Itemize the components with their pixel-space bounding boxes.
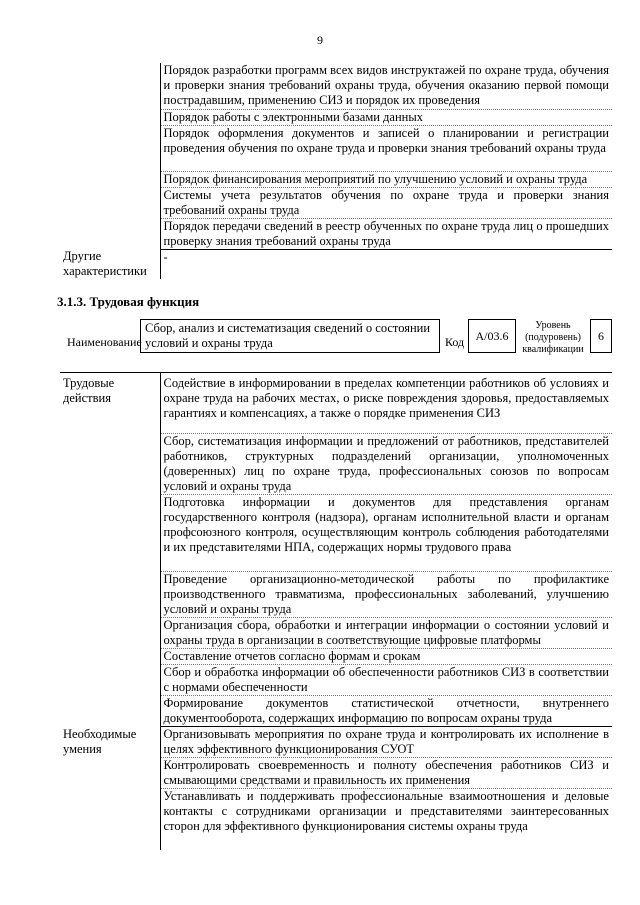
skill-row: Организовывать мероприятия по охране труда и контролировать их исполнение в целях эффективного функционирования СУОТ (160, 727, 612, 758)
page-number: 9 (317, 33, 323, 47)
labor-action-row: Организация сбора, обработки и интеграции информации о состоянии условий и охраны труда в организации в соответствующие цифровые платформы (160, 618, 612, 649)
name-label: Наименование (67, 335, 142, 349)
skill-row: Устанавливать и поддерживать профессиональные взаимоотношения и деловые контакты с сотрудниками организации и представителями заинтересованных сторон для эффективного функционирования системы охраны труда (163, 789, 609, 833)
labor-action-row: Составление отчетов согласно формам и срокам (160, 649, 612, 665)
knowledge-row: Порядок передачи сведений в реестр обученных по охране труда лиц о прошедших проверку знания требований охраны труда (160, 218, 612, 249)
section-heading: 3.1.3. Трудовая функция (57, 294, 200, 309)
labor-actions-label: Трудовые действия (60, 373, 160, 727)
knowledge-row: Системы учета результатов обучения по охране труда и проверки знания требований охраны труда (160, 187, 612, 218)
requirements-table-main (60, 372, 612, 850)
other-characteristics-value: - (163, 249, 168, 264)
label-cell-empty (60, 63, 160, 249)
labor-action-row: Подготовка информации и документов для представления органам государственного контроля (надзора), органам исполнительной власти и органам профсоюзного контроля, осуществляющим контроль соблюдения работодателями и их представителями НПА, содержащих нормы трудового права (160, 495, 612, 572)
code-label: Код (445, 335, 465, 349)
name-value: Сбор, анализ и систематизация сведений о состоянии условий и охраны труда (140, 319, 440, 353)
function-header (0, 319, 640, 369)
knowledge-row: Порядок оформления документов и записей о планировании и регистрации проведения обучения по охране труда и проверки знания требований охраны труда (160, 125, 612, 171)
labor-action-row: Содействие в информировании в пределах компетенции работников об условиях и охране труда на рабочих местах, о риске повреждения здоровья, предоставляемых гарантиях и компенсациях, а также о порядке применения СИЗ (160, 373, 612, 434)
requirements-table-top (60, 63, 612, 279)
knowledge-row: Порядок финансирования мероприятий по улучшению условий и охраны труда (160, 171, 612, 187)
code-value: A/03.6 (468, 319, 516, 353)
knowledge-row: Порядок разработки программ всех видов инструктажей по охране труда, обучения и проверки знания требований охраны труда, обучения оказанию первой помощи пострадавшим, применению СИЗ и порядок их проведения (160, 63, 612, 109)
level-label: Уровень (подуровень) квалификации (522, 320, 584, 355)
labor-action-row: Сбор, систематизация информации и предложений от работников, представителей работников, структурных подразделений организации, уполномоченных (доверенных) лиц по охране труда, профессиональных союзов по вопросам условий и охраны труда (160, 434, 612, 495)
skill-row: Контролировать своевременность и полноту обеспечения работников СИЗ и смывающими средствами и правильность их применения (160, 758, 612, 789)
labor-action-row: Проведение организационно-методической работы по профилактике производственного травматизма, профессиональных заболеваний, улучшению условий и охраны труда (160, 572, 612, 618)
skills-label: Необходимые умения (60, 727, 160, 850)
other-characteristics-label: Другие характеристики (60, 249, 160, 279)
labor-action-row: Формирование документов статистической отчетности, внутреннего документооборота, содержащих информацию по вопросам охраны труда (160, 696, 612, 727)
level-value: 6 (590, 319, 612, 353)
knowledge-row: Порядок работы с электронными базами данных (160, 109, 612, 125)
labor-action-row: Сбор и обработка информации об обеспеченности работников СИЗ в соответствии с нормами обеспеченности (160, 665, 612, 696)
